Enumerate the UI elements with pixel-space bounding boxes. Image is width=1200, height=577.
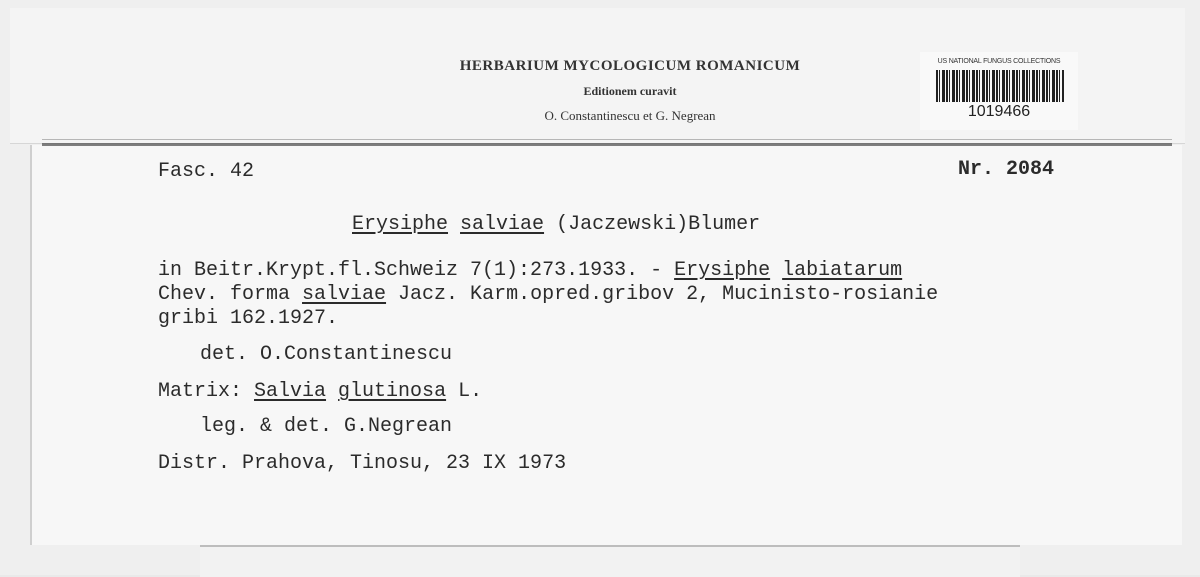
herbarium-editors: O. Constantinescu et G. Negrean — [544, 108, 716, 123]
citation-line-3: gribi 162.1927. — [158, 307, 339, 330]
barcode-caption: US NATIONAL FUNGUS COLLECTIONS — [937, 58, 1061, 65]
divider-rule-thin — [42, 139, 1172, 140]
distribution-line: Distr. Prahova, Tinosu, 23 IX 1973 — [158, 452, 567, 475]
fascicle-number: Fasc. 42 — [158, 160, 255, 183]
citation-1-prefix: in Beitr.Krypt.fl.Schweiz 7(1):273.1933. - — [158, 259, 675, 282]
synonym-genus: Erysiphe — [674, 259, 771, 282]
matrix-line — [158, 380, 482, 404]
barcode-label — [920, 52, 1078, 130]
determiner-line: det. O.Constantinescu — [200, 343, 453, 366]
herbarium-subtitle: Editionem curavit — [583, 84, 677, 98]
specimen-number: Nr. 2084 — [958, 158, 1055, 181]
synonym-epithet: labiatarum — [782, 259, 903, 282]
host-epithet: glutinosa — [338, 380, 447, 403]
host-genus: Salvia — [254, 380, 327, 403]
citation-line-1 — [158, 259, 902, 283]
forma-epithet: salviae — [302, 283, 387, 306]
species-epithet: salviae — [460, 213, 545, 236]
barcode-number: 1019466 — [967, 103, 1031, 120]
herbarium-title: HERBARIUM MYCOLOGICUM ROMANICUM — [459, 58, 801, 74]
host-author: L. — [446, 380, 483, 403]
collector-line: leg. & det. G.Negrean — [200, 415, 453, 438]
species-genus: Erysiphe — [352, 213, 449, 236]
species-authority: (Jaczewski)Blumer — [556, 213, 761, 236]
citation-line-2 — [158, 283, 938, 307]
divider-rule — [42, 143, 1172, 146]
citation-2-prefix: Chev. forma — [158, 283, 303, 306]
species-name — [352, 213, 760, 237]
matrix-prefix: Matrix: — [158, 380, 255, 403]
barcode-icon — [936, 70, 1064, 102]
bottom-paper-strip — [200, 545, 1020, 577]
citation-2-suffix: Jacz. Karm.opred.gribov 2, Mucinisto-rosianie — [386, 283, 939, 306]
